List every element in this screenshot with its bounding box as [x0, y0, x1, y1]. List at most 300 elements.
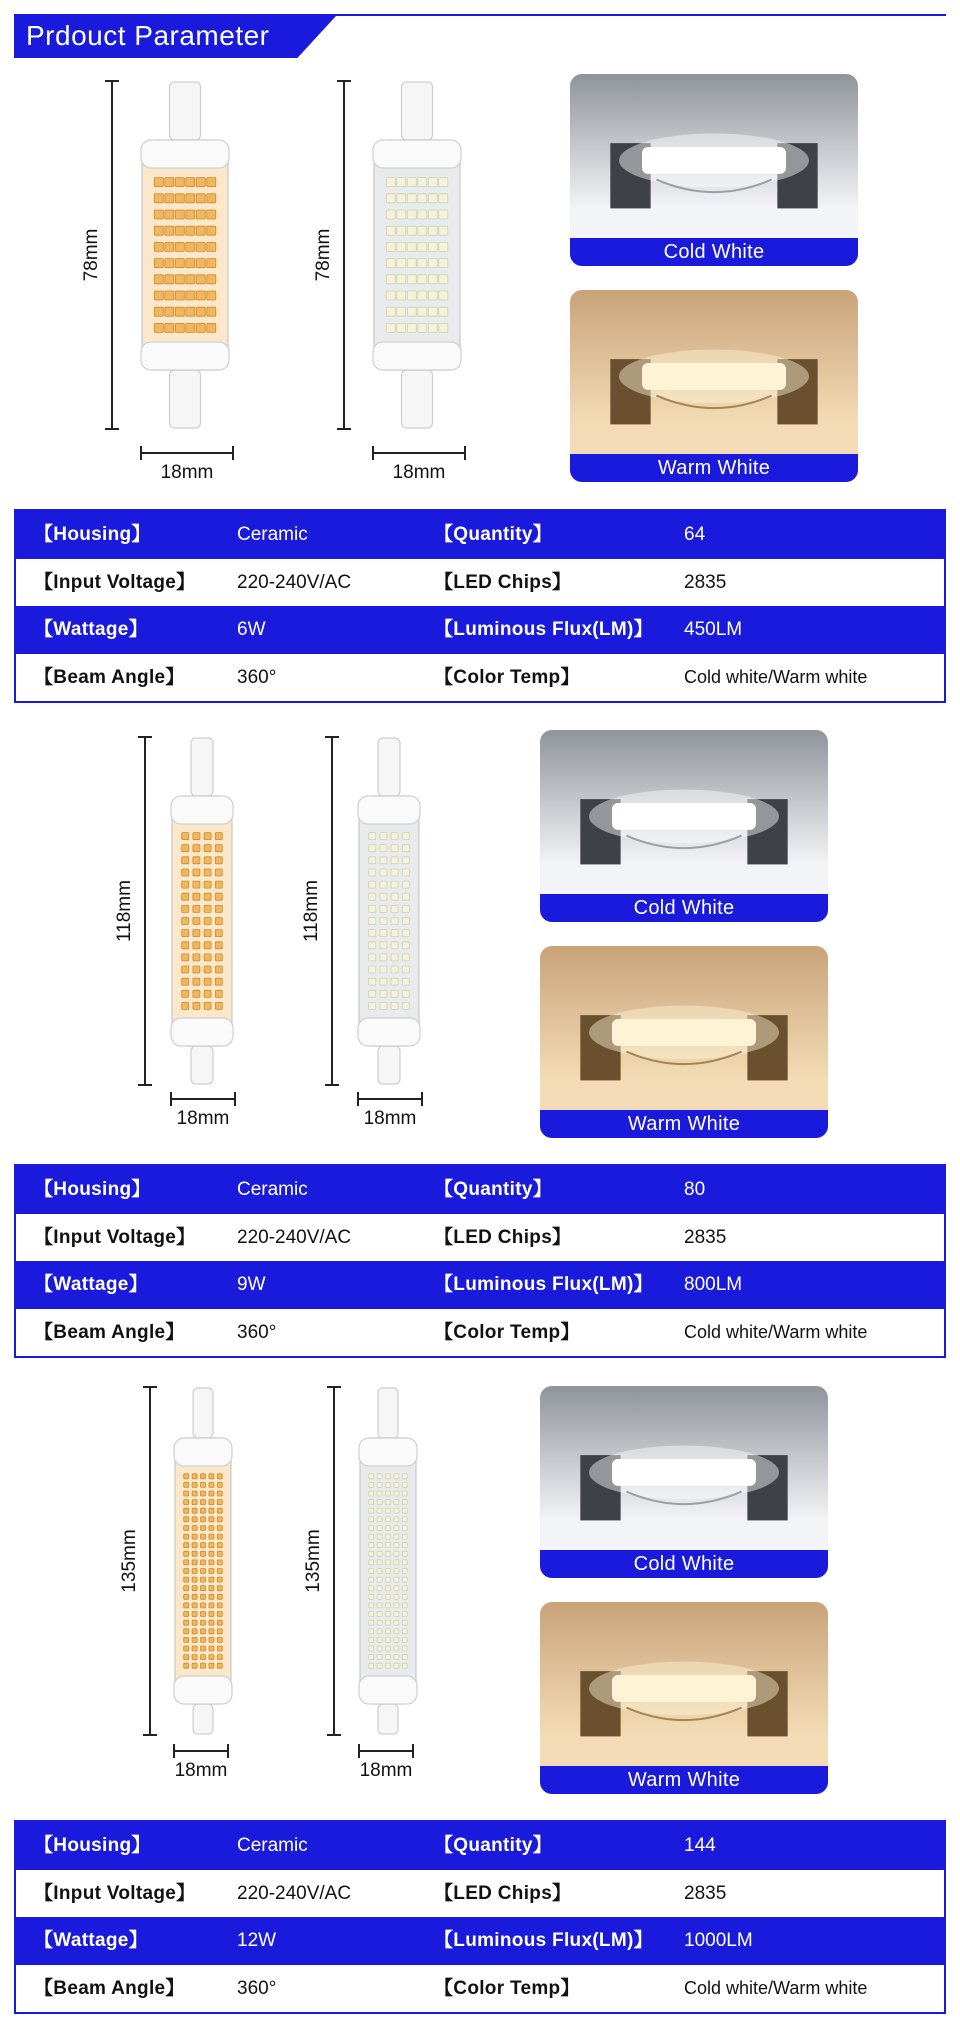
lamp-halo: [619, 350, 809, 404]
led-chip: [402, 918, 409, 925]
led-chip: [175, 323, 184, 332]
spec-table: [14, 509, 946, 703]
led-chip: [418, 323, 427, 332]
led-chip: [402, 930, 409, 937]
led-chip: [193, 918, 200, 925]
led-chip: [380, 966, 387, 973]
spec-label-color-temp: 【Color Temp】: [434, 1977, 580, 1999]
spec-label-quantity: 【Quantity】: [434, 1835, 553, 1856]
led-chip: [397, 259, 406, 268]
spec-label-wattage: 【Wattage】: [34, 619, 148, 640]
led-chip: [377, 1526, 382, 1531]
led-chip: [402, 978, 409, 985]
led-chip: [394, 1586, 399, 1591]
led-chip: [215, 893, 222, 900]
led-chip: [204, 845, 211, 852]
led-chip: [217, 1594, 222, 1599]
led-chip: [428, 259, 437, 268]
led-chip: [193, 966, 200, 973]
led-chip: [186, 323, 195, 332]
bulb-cap-bottom: [402, 370, 433, 428]
led-chip: [386, 1543, 391, 1548]
cold-white-label: Cold White: [540, 1550, 828, 1578]
led-chip: [407, 194, 416, 203]
bulb-tube: [359, 796, 419, 1046]
led-chip: [207, 275, 216, 284]
led-chip: [184, 1560, 189, 1565]
led-chip: [394, 1526, 399, 1531]
spec-value-luminous-flux: 1000LM: [684, 1930, 753, 1951]
led-chip: [196, 178, 205, 187]
led-chip: [391, 869, 398, 876]
led-chip: [402, 1603, 407, 1608]
led-chip: [201, 1491, 206, 1496]
led-chip: [193, 833, 200, 840]
bulb-cap-top: [170, 82, 201, 140]
led-chip: [193, 845, 200, 852]
led-chip: [201, 1543, 206, 1548]
bulb-tube: [374, 140, 460, 370]
led-chip: [175, 242, 184, 251]
led-chip: [196, 259, 205, 268]
led-chip: [182, 966, 189, 973]
led-chip: [386, 194, 395, 203]
led-chip: [184, 1586, 189, 1591]
led-chip: [377, 1637, 382, 1642]
led-chip: [215, 833, 222, 840]
led-chip: [196, 291, 205, 300]
spec-value-wattage: 6W: [237, 619, 266, 640]
spec-value-housing: Ceramic: [237, 1835, 308, 1856]
warm-white-label: Warm White: [540, 1110, 828, 1138]
bulb-cold-image: [372, 80, 462, 430]
led-chip: [217, 1508, 222, 1513]
led-chip: [165, 226, 174, 235]
warm-white-photo: [540, 946, 828, 1138]
led-chip: [209, 1560, 214, 1565]
led-chip: [394, 1508, 399, 1513]
led-chip: [217, 1500, 222, 1505]
led-chip: [186, 307, 195, 316]
led-chip: [391, 966, 398, 973]
spec-value-color-temp: Cold white/Warm white: [684, 1321, 868, 1342]
led-chip: [402, 881, 409, 888]
led-chip: [201, 1655, 206, 1660]
led-chip: [369, 881, 376, 888]
led-chip: [394, 1646, 399, 1651]
led-chip: [428, 323, 437, 332]
led-chip: [402, 1508, 407, 1513]
led-chip: [402, 1620, 407, 1625]
led-chip: [380, 930, 387, 937]
led-chip: [369, 1500, 374, 1505]
spec-row: [16, 559, 944, 607]
led-chip: [215, 978, 222, 985]
led-chip: [418, 259, 427, 268]
width-dimension: [372, 446, 466, 460]
led-chip: [217, 1551, 222, 1556]
width-label: 18mm: [160, 462, 214, 483]
led-chip: [377, 1560, 382, 1565]
width-dimension: [140, 446, 234, 460]
spec-label-luminous-flux: 【Luminous Flux(LM)】: [434, 1930, 653, 1951]
led-chip: [209, 1663, 214, 1668]
led-chip: [204, 893, 211, 900]
spec-table: [14, 1164, 946, 1358]
led-chip: [204, 954, 211, 961]
led-chip: [391, 833, 398, 840]
led-chip: [165, 291, 174, 300]
led-chip: [184, 1620, 189, 1625]
spec-value-wattage: 12W: [237, 1930, 277, 1951]
led-chip: [165, 259, 174, 268]
led-chip: [207, 226, 216, 235]
led-chip: [402, 845, 409, 852]
spec-label-color-temp: 【Color Temp】: [434, 1321, 580, 1343]
led-chip: [184, 1551, 189, 1556]
led-chip: [217, 1612, 222, 1617]
spec-value-luminous-flux: 800LM: [684, 1274, 743, 1295]
led-chip: [182, 845, 189, 852]
led-chip: [386, 1551, 391, 1556]
length-dimension: [105, 80, 119, 430]
led-chip: [201, 1526, 206, 1531]
bulb-ring-top: [171, 796, 233, 824]
spec-label-led-chips: 【LED Chips】: [434, 1882, 572, 1904]
led-chip: [192, 1551, 197, 1556]
led-chip: [204, 869, 211, 876]
spec-label-wattage: 【Wattage】: [34, 1274, 148, 1295]
led-chip: [394, 1603, 399, 1608]
led-chip: [182, 990, 189, 997]
led-chip: [201, 1508, 206, 1513]
led-chip: [439, 307, 448, 316]
spec-label-quantity: 【Quantity】: [434, 1179, 553, 1200]
led-chip: [209, 1629, 214, 1634]
led-chip: [215, 954, 222, 961]
led-chip: [377, 1629, 382, 1634]
led-chip: [386, 1663, 391, 1668]
led-chip: [217, 1534, 222, 1539]
led-chip: [182, 833, 189, 840]
led-chip: [165, 210, 174, 219]
led-chip: [184, 1474, 189, 1479]
led-chip: [209, 1594, 214, 1599]
led-chip: [369, 942, 376, 949]
lamp-halo: [619, 134, 809, 188]
spec-row: [16, 1214, 944, 1262]
led-chip: [428, 178, 437, 187]
led-chip: [182, 942, 189, 949]
led-chip: [175, 178, 184, 187]
led-chip: [394, 1534, 399, 1539]
bulb-cap-top: [191, 738, 213, 796]
led-chip: [377, 1603, 382, 1608]
spec-value-housing: Ceramic: [237, 524, 308, 545]
spec-value-quantity: 64: [684, 524, 706, 545]
led-chip: [215, 990, 222, 997]
spec-label-led-chips: 【LED Chips】: [434, 1226, 572, 1248]
spec-row: [16, 1309, 944, 1357]
led-chip: [196, 323, 205, 332]
led-chip: [186, 275, 195, 284]
led-chip: [184, 1491, 189, 1496]
led-chip: [369, 918, 376, 925]
led-chip: [386, 1620, 391, 1625]
led-chip: [207, 242, 216, 251]
led-chip: [418, 210, 427, 219]
led-chip: [402, 990, 409, 997]
led-chip: [154, 242, 163, 251]
led-chip: [186, 291, 195, 300]
led-chip: [209, 1646, 214, 1651]
led-chip: [204, 857, 211, 864]
led-chip: [193, 978, 200, 985]
led-chip: [394, 1543, 399, 1548]
led-chip: [391, 978, 398, 985]
led-chip: [217, 1620, 222, 1625]
led-chip: [386, 307, 395, 316]
led-chip: [391, 905, 398, 912]
led-chip: [391, 990, 398, 997]
led-chip: [192, 1534, 197, 1539]
led-chip: [192, 1474, 197, 1479]
cold-white-label: Cold White: [540, 894, 828, 922]
spec-row: [16, 1870, 944, 1918]
led-chip: [402, 966, 409, 973]
bulb-ring-top: [141, 140, 229, 168]
led-chip: [369, 833, 376, 840]
led-chip: [428, 210, 437, 219]
bulb-cap-top: [378, 738, 400, 796]
bulb-ring-bottom: [141, 342, 229, 370]
led-chip: [192, 1655, 197, 1660]
led-chip: [439, 291, 448, 300]
led-chip: [154, 307, 163, 316]
led-chip: [182, 918, 189, 925]
led-chip: [386, 1577, 391, 1582]
led-chip: [201, 1586, 206, 1591]
spec-value-led-chips: 2835: [684, 1226, 727, 1248]
led-chip: [402, 893, 409, 900]
length-dimension: [143, 1386, 157, 1736]
led-chip: [386, 1646, 391, 1651]
led-chip: [201, 1646, 206, 1651]
led-chip: [386, 1517, 391, 1522]
led-chip: [186, 210, 195, 219]
width-label: 18mm: [392, 462, 446, 483]
led-chip: [204, 918, 211, 925]
led-chip: [369, 1663, 374, 1668]
bulb-ring-bottom: [359, 1676, 417, 1704]
spec-row: [16, 1166, 944, 1214]
bulb-cap-top: [193, 1388, 213, 1438]
led-chip: [386, 1655, 391, 1660]
warm-white-photo: [540, 1602, 828, 1794]
led-chip: [196, 242, 205, 251]
led-chip: [192, 1646, 197, 1651]
spec-row: [16, 1965, 944, 2013]
led-chip: [386, 210, 395, 219]
led-chip: [394, 1474, 399, 1479]
led-chip: [377, 1586, 382, 1591]
length-label: 118mm: [301, 880, 322, 942]
led-chip: [377, 1517, 382, 1522]
led-chip: [402, 1474, 407, 1479]
led-chip: [407, 178, 416, 187]
led-chip: [439, 194, 448, 203]
led-chip: [209, 1551, 214, 1556]
length-label: 135mm: [119, 1529, 140, 1593]
led-chip: [377, 1543, 382, 1548]
led-chip: [165, 178, 174, 187]
led-chip: [394, 1500, 399, 1505]
led-chip: [192, 1629, 197, 1634]
led-chip: [394, 1517, 399, 1522]
lamp-halo: [589, 1006, 779, 1060]
led-chip: [402, 942, 409, 949]
led-chip: [369, 1577, 374, 1582]
width-dimension: [358, 1744, 414, 1758]
led-chip: [380, 893, 387, 900]
led-chip: [369, 1655, 374, 1660]
led-chip: [418, 194, 427, 203]
led-chip: [369, 978, 376, 985]
spec-label-input-voltage: 【Input Voltage】: [34, 1226, 196, 1248]
spec-value-beam-angle: 360°: [237, 1321, 277, 1343]
led-chip: [369, 1629, 374, 1634]
led-chip: [201, 1603, 206, 1608]
led-chip: [377, 1551, 382, 1556]
length-label: 135mm: [303, 1529, 324, 1593]
led-chip: [377, 1577, 382, 1582]
spec-row: [16, 654, 944, 702]
led-chip: [192, 1594, 197, 1599]
led-chip: [380, 833, 387, 840]
led-chip: [397, 307, 406, 316]
led-chip: [402, 1491, 407, 1496]
led-chip: [184, 1637, 189, 1642]
led-chip: [193, 857, 200, 864]
led-chip: [391, 881, 398, 888]
led-chip: [397, 242, 406, 251]
led-chip: [196, 307, 205, 316]
led-chip: [204, 966, 211, 973]
led-chip: [182, 869, 189, 876]
led-chip: [217, 1560, 222, 1565]
bulb-cap-bottom: [170, 370, 201, 428]
led-chip: [207, 259, 216, 268]
spec-row: [16, 511, 944, 559]
led-chip: [165, 242, 174, 251]
led-chip: [386, 1594, 391, 1599]
led-chip: [193, 881, 200, 888]
led-chip: [369, 869, 376, 876]
bulb-ring-top: [359, 1438, 417, 1466]
led-chip: [439, 323, 448, 332]
led-chip: [394, 1551, 399, 1556]
led-chip: [394, 1482, 399, 1487]
led-chip: [204, 978, 211, 985]
led-chip: [369, 1482, 374, 1487]
led-chip: [402, 869, 409, 876]
led-chip: [201, 1612, 206, 1617]
led-chip: [377, 1620, 382, 1625]
led-chip: [402, 1534, 407, 1539]
led-chip: [204, 881, 211, 888]
led-chip: [193, 1002, 200, 1009]
led-chip: [394, 1663, 399, 1668]
led-chip: [182, 905, 189, 912]
led-chip: [193, 954, 200, 961]
led-chip: [175, 259, 184, 268]
led-chip: [165, 275, 174, 284]
spec-value-input-voltage: 220-240V/AC: [237, 1882, 352, 1904]
led-chip: [209, 1569, 214, 1574]
led-chip: [407, 307, 416, 316]
led-chip: [215, 857, 222, 864]
led-chip: [418, 178, 427, 187]
led-chip: [184, 1569, 189, 1574]
led-chip: [418, 242, 427, 251]
led-chip: [217, 1482, 222, 1487]
led-chip: [201, 1474, 206, 1479]
spec-label-housing: 【Housing】: [34, 1179, 151, 1200]
led-chip: [204, 942, 211, 949]
warm-white-photo: [570, 290, 858, 482]
bulb-warm-image: [170, 736, 234, 1086]
led-chip: [204, 905, 211, 912]
spec-label-led-chips: 【LED Chips】: [434, 571, 572, 593]
led-chip: [154, 226, 163, 235]
led-chip: [209, 1543, 214, 1548]
bulb-cold-image: [357, 736, 421, 1086]
length-dimension: [337, 80, 351, 430]
led-chip: [209, 1603, 214, 1608]
spec-label-input-voltage: 【Input Voltage】: [34, 571, 196, 593]
bulb-ring-bottom: [174, 1676, 232, 1704]
led-chip: [369, 1508, 374, 1513]
led-chip: [201, 1482, 206, 1487]
spec-value-quantity: 144: [684, 1835, 716, 1856]
led-chip: [154, 275, 163, 284]
led-chip: [391, 857, 398, 864]
lamp-halo: [589, 790, 779, 844]
led-chip: [402, 1629, 407, 1634]
led-chip: [209, 1586, 214, 1591]
bulb-cap-bottom: [378, 1704, 398, 1734]
led-chip: [201, 1637, 206, 1642]
led-chip: [196, 194, 205, 203]
led-chip: [369, 1560, 374, 1565]
bulb-ring-bottom: [171, 1018, 233, 1046]
led-chip: [391, 930, 398, 937]
led-chip: [402, 1612, 407, 1617]
led-chip: [192, 1569, 197, 1574]
led-chip: [391, 942, 398, 949]
led-chip: [369, 1594, 374, 1599]
led-chip: [386, 1526, 391, 1531]
led-chip: [394, 1569, 399, 1574]
led-chip: [391, 893, 398, 900]
bulb-ring-bottom: [358, 1018, 420, 1046]
led-chip: [217, 1637, 222, 1642]
led-chip: [207, 291, 216, 300]
led-chip: [154, 323, 163, 332]
led-chip: [369, 1612, 374, 1617]
led-chip: [201, 1620, 206, 1625]
led-chip: [369, 1526, 374, 1531]
